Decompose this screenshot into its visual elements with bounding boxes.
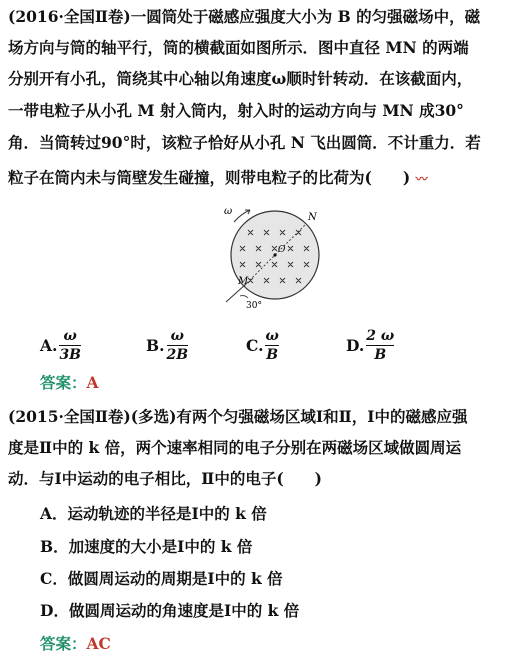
option-b[interactable] xyxy=(146,325,188,365)
q2-line-2: 度是Ⅱ中的 k 倍，两个速率相同的电子分别在两磁场区域做圆周运 xyxy=(8,438,462,457)
q1-options xyxy=(0,325,518,365)
angle-arc xyxy=(240,296,248,298)
q1-line-6 xyxy=(8,167,514,190)
q2-answer xyxy=(40,633,340,655)
option-a[interactable] xyxy=(40,325,81,365)
option-b-numerator: ω xyxy=(170,327,184,344)
n-label: N xyxy=(308,212,317,223)
option-c-denominator: B xyxy=(266,346,279,363)
option-a-letter: A. xyxy=(40,335,58,355)
q2-answer-value: AC xyxy=(86,634,111,653)
cylinder-diagram xyxy=(220,200,330,310)
fraction-bar xyxy=(59,345,81,346)
q1-line-3: 分别开有小孔，筒绕其中心轴以角速度ω顺时针转动．在该截面内， xyxy=(8,69,473,88)
q2-choice-b[interactable]: B．加速度的大小是Ⅰ中的 k 倍 xyxy=(40,537,253,556)
q2-line-1: (2015·全国Ⅱ卷)(多选)有两个匀强磁场区域Ⅰ和Ⅱ，Ⅰ中的磁感应强 xyxy=(8,407,468,426)
q2-answer-label: 答案： xyxy=(40,634,87,653)
option-b-denominator: 2B xyxy=(166,346,189,363)
q1-answer-value: A xyxy=(86,373,99,392)
q1-line-5: 角．当筒转过90°时，该粒子恰好从小孔 N 飞出圆筒．不计重力．若 xyxy=(8,133,481,152)
option-d-letter: D. xyxy=(346,335,365,355)
q1-answer-label: 答案： xyxy=(40,373,87,392)
option-d-numerator: 2 ω xyxy=(366,327,395,344)
option-c-numerator: ω xyxy=(265,327,279,344)
option-c-letter: C. xyxy=(246,335,264,355)
q2-choice-a[interactable]: A．运动轨迹的半径是Ⅰ中的 k 倍 xyxy=(40,504,267,523)
option-d-fraction xyxy=(366,328,394,363)
option-a-denominator: 3B xyxy=(59,346,82,363)
option-d[interactable] xyxy=(346,325,394,365)
o-label: O xyxy=(278,245,286,255)
q1-line-4: 一带电粒子从小孔 M 射入筒内，射入时的运动方向与 MN 成30° xyxy=(8,101,464,120)
fraction-bar xyxy=(265,345,278,346)
option-a-numerator: ω xyxy=(63,327,77,344)
rotating-cylinder-figure xyxy=(220,200,330,310)
m-label: M xyxy=(238,276,249,287)
option-a-fraction xyxy=(59,328,81,363)
q2-choice-c[interactable]: C．做圆周运动的周期是Ⅰ中的 k 倍 xyxy=(40,569,283,588)
q1-line-2: 场方向与筒的轴平行，筒的横截面如图所示．图中直径 MN 的两端 xyxy=(8,38,469,57)
q2-line-3: 动．与Ⅰ中运动的电子相比，Ⅱ中的电子( ) xyxy=(8,469,322,488)
option-c[interactable] xyxy=(246,325,279,365)
fraction-bar xyxy=(366,345,394,346)
option-b-letter: B. xyxy=(146,335,165,355)
q1-answer xyxy=(40,372,340,394)
option-b-fraction xyxy=(167,328,189,363)
option-c-fraction xyxy=(265,328,278,363)
omega-label: ω xyxy=(224,206,233,217)
squiggle-mark: 〰 xyxy=(415,172,428,186)
q1-line-1: (2016·全国Ⅱ卷)一圆筒处于磁感应强度大小为 B 的匀强磁场中，磁 xyxy=(8,7,481,26)
q1-line-6-text: 粒子在筒内未与筒壁发生碰撞，则带电粒子的比荷为( ) xyxy=(8,168,411,187)
q2-choice-d[interactable]: D．做圆周运动的角速度是Ⅰ中的 k 倍 xyxy=(40,601,300,620)
option-d-denominator: B xyxy=(374,346,387,363)
angle-label: 30° xyxy=(246,301,262,310)
center-point xyxy=(273,253,276,256)
fraction-bar xyxy=(167,345,189,346)
